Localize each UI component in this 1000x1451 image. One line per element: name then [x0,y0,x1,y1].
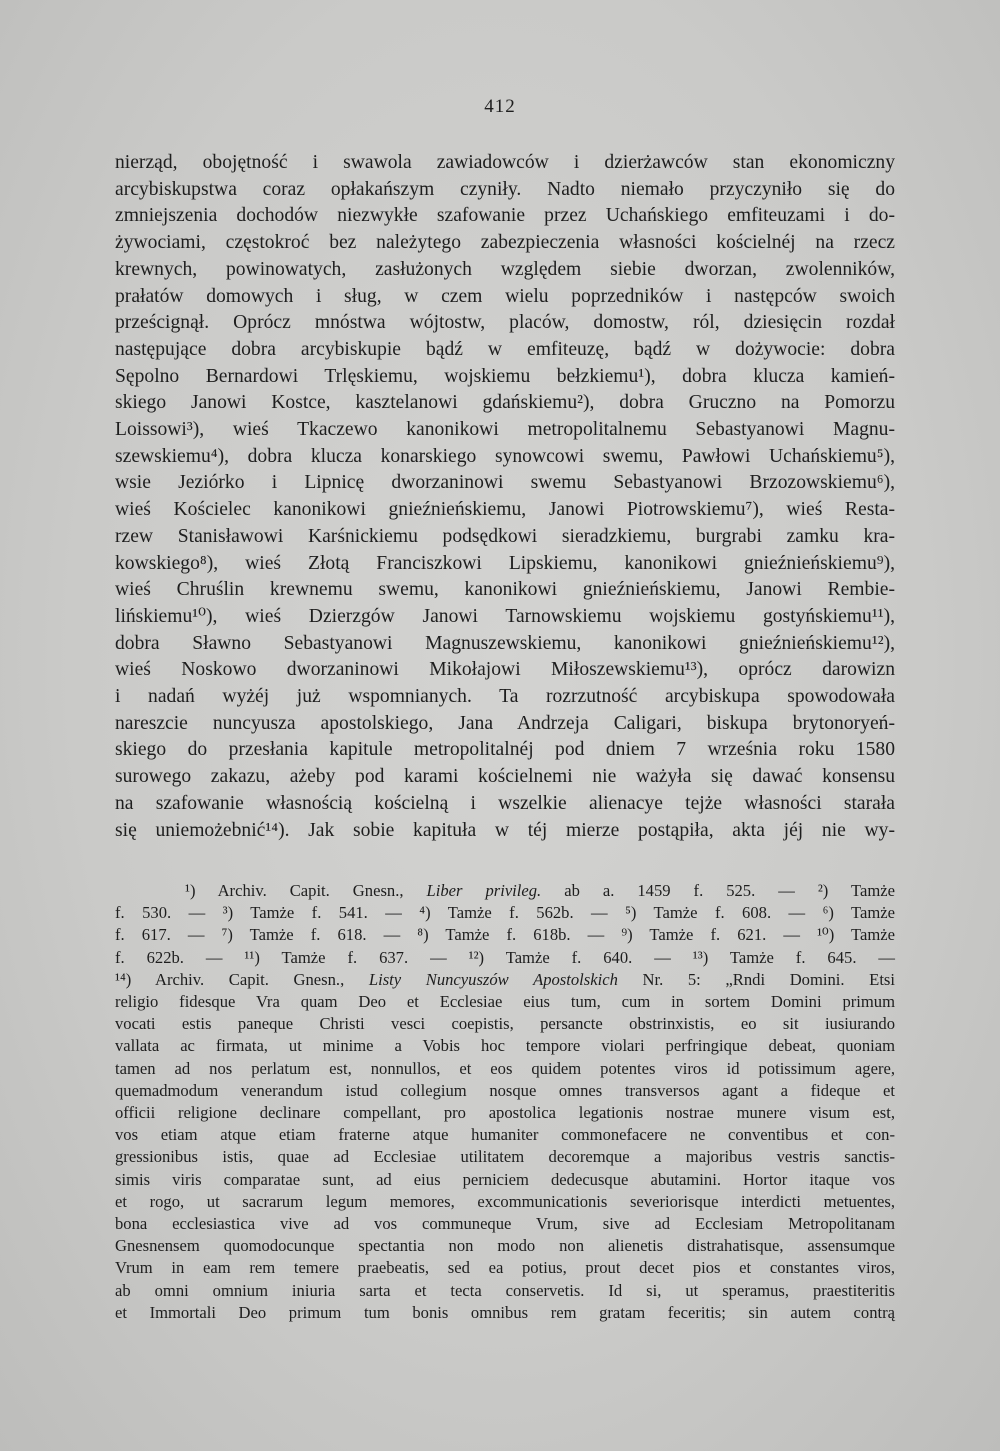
footnote-title: Listy Nuncyuszów Apostolskich [368,969,618,989]
latin-line: quemadmodum venerandum istud collegium nosque omnes transversos agant a fideque et [115,1080,895,1100]
footnote-line: f. 622b. — ¹¹) Tamże f. 637. — ¹²) Tamże f. 640. — ¹³) Tamże f. 645. — [115,947,895,967]
latin-line: Gnesnensem quomodocunque spectantia non modo non alienetis distrahatisque, assensumque [115,1236,895,1256]
text-line: i nadań wyżéj już wspomnianych. Ta rozrzutność arcybiskupa spowodowała [115,686,895,708]
footnote-line [115,880,895,902]
latin-line: vocati estis paneque Christi vesci coepistis, persancte obstrinxistis, eo sit iusiurando [115,1014,895,1034]
text-line: dobra Sławno Sebastyanowi Magnuszewskiemu, kanonikowi gnieźnieńskiemu¹²), [115,632,895,654]
latin-line: Vrum in eam rem temere praebeatis, sed ea potius, prout decet pios et constantes viros, [115,1258,895,1278]
text-line: Loissowi³), wieś Tkaczewo kanonikowi metropolitalnemu Sebastyanowi Magnu- [115,419,895,441]
page-number: 412 [484,96,516,117]
text-line: skiego do przesłania kapitule metropolitalnéj pod dniem 7 września roku 1580 [115,739,895,761]
text-line: nierząd, obojętność i swawola zawiadowców i dzierżawców stan ekonomiczny [115,152,895,173]
text-line: wsie Jeziórko i Lipnicę dworzaninowi swemu Sebastyanowi Brzozowskiemu⁶), [115,472,895,494]
text-line: rzew Stanisławowi Karśnickiemu podsędkowi sieradzkiemu, burgrabi zamku kra- [115,525,895,547]
text-line: krewnych, powinowatych, zasłużonych względem siebie dworzan, zwolenników, [115,258,895,280]
text-line: arcybiskupstwa coraz opłakańszym czyniły. Nadto niemało przyczyniło się do [115,178,895,200]
text-line: zmniejszenia dochodów niezwykłe szafowanie przez Uchańskiego emfiteuzami i do- [115,205,895,227]
latin-line: gressionibus istis, quae ad Ecclesiae utilitatem decoremque a majoribus vestris sanctis- [115,1147,895,1167]
latin-line: bona ecclesiastica vive ad vos communeque Vrum, sive ad Ecclesiam Metropolitanam [115,1214,895,1234]
latin-line: vos etiam atque etiam fraterne atque humaniter commonefacere ne conventibus et con- [115,1125,895,1145]
text-line: skiego Janowi Kostce, kasztelanowi gdańskiemu²), dobra Gruczno na Pomorzu [115,392,895,414]
footnote-text: Nr. 5: „Rndi Domini. Etsi [617,969,895,989]
text-line: prałatów domowych i sług, w czem wielu poprzedników i następców swoich [115,285,895,307]
text-line: surowego zakazu, ażeby pod karami kościelnemi nie ważyła się dawać konsensu [115,766,895,788]
text-line: na szafowanie własnością kościelną i wszelkie alienacye tejże własności starała [115,792,895,814]
latin-line: tamen ad nos perlatum est, nonnullos, et eos quidem potentes viros id potissimum agere, [115,1058,895,1078]
text-line: następujące dobra arcybiskupie bądź w emfiteuzę, bądź w dożywocie: dobra [115,338,895,360]
text-line: wieś Noskowo dworzaninowi Mikołajowi Miłoszewskiemu¹³), oprócz darowizn [115,659,895,681]
footnote-line: f. 617. — ⁷) Tamże f. 618. — ⁸) Tamże f. 618b. — ⁹) Tamże f. 621. — ¹⁰) Tamże [115,925,895,945]
footnote-text: ab a. 1459 f. 525. — ²) Tamże [541,881,895,900]
text-line: lińskiemu¹⁰), wieś Dzierzgów Janowi Tarnowskiemu wojskiemu gostyńskiemu¹¹), [115,605,895,627]
latin-line: vallata ac firmata, ut minime a Vobis hoc tempore violari perfringique debeat, quoniam [115,1036,895,1056]
text-line: się uniemożebnić¹⁴). Jak sobie kapituła w téj mierze postąpiła, akta jéj nie wy- [115,819,895,841]
latin-line: religio fidesque Vra quam Deo et Ecclesiae eius tum, cum in sortem Domini primum [115,992,895,1012]
latin-line: officii religione declinare compellant, pro apostolica legationis nostrae munere visum est, [115,1103,895,1123]
footnote-line: f. 530. — ³) Tamże f. 541. — ⁴) Tamże f. 562b. — ⁵) Tamże f. 608. — ⁶) Tamże [115,903,895,923]
main-text [115,150,895,844]
latin-line: ab omni omnium iniuria sarta et tecta conservetis. Id si, ut speramus, praestiteritis [115,1280,895,1300]
text-line: Sępolno Bernardowi Trlęskiemu, wojskiemu bełzkiemu¹), dobra klucza kamień- [115,365,895,387]
footnote-title: Liber privileg. [426,881,542,900]
text-line: żywociami, częstokroć bez należytego zabezpieczenia własności kościelnéj na rzecz [115,232,895,254]
footnote-text: ¹⁴) Archiv. Capit. Gnesn., [115,969,369,989]
text-line: nareszcie nuncyusza apostolskiego, Jana Andrzeja Caligari, biskupa brytonoryeń- [115,712,895,734]
footnotes [115,880,895,1324]
text-line: prześcignął. Oprócz mnóstwa wójtostw, placów, domostw, ról, dziesięcin rozdał [115,312,895,334]
text-line: szewskiemu⁴), dobra klucza konarskiego synowcowi swemu, Pawłowi Uchańskiemu⁵), [115,445,895,467]
latin-line: simis viris comparatae sunt, ad eius perniciem dedecusque abutamini. Hortor itaque vos [115,1169,895,1189]
text-line: kowskiego⁸), wieś Złotą Franciszkowi Lipskiemu, kanonikowi gnieźnieńskiemu⁹), [115,552,895,574]
text-line: wieś Kościelec kanonikowi gnieźnieńskiemu, Janowi Piotrowskiemu⁷), wieś Resta- [115,499,895,521]
latin-line: et Immortali Deo primum tum bonis omnibus rem gratam feceritis; sin autem contrą [115,1302,895,1322]
latin-line: et rogo, ut sacrarum legum memores, excommunicationis severiorisque interdicti metuentes, [115,1191,895,1211]
footnote-line [115,969,895,991]
footnote-text: ¹) Archiv. Capit. Gnesn., [185,881,427,900]
text-line: wieś Chruślin krewnemu swemu, kanonikowi gnieźnieńskiemu, Janowi Rembie- [115,579,895,601]
